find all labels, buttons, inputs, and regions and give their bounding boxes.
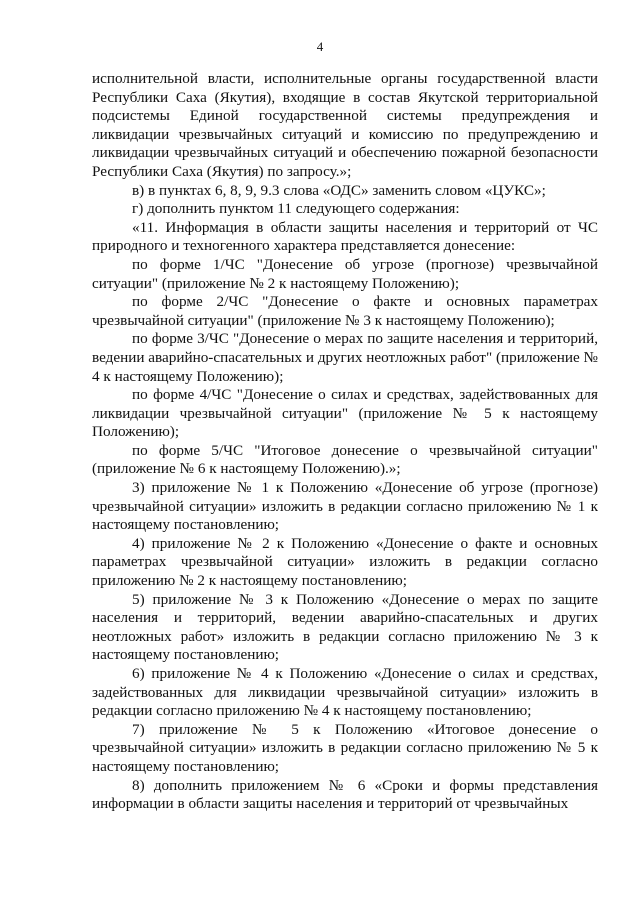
- paragraph-item-g: г) дополнить пунктом 11 следующего содержания:: [132, 200, 460, 218]
- paragraph-item-4: 4) приложение № 2 к Положению «Донесение о факте и основных параметрах чрезвычайной ситуации» изложить в редакции согласно приложению № 2 к настоящему постановлению;: [92, 534, 598, 590]
- paragraph-item-5: 5) приложение № 3 к Положению «Донесение о мерах по защите населения и территорий, ведении аварийно-спасательных и других неотложных работ» изложить в редакции согласно приложению № 3 к настоящему постановлению;: [92, 590, 598, 664]
- paragraph-form-1: по форме 1/ЧС "Донесение об угрозе (прогнозе) чрезвычайной ситуации" (приложение № 2 к настоящему Положению);: [92, 255, 598, 292]
- page-number: 4: [316, 39, 324, 54]
- paragraph-item-7: 7) приложение № 5 к Положению «Итоговое донесение о чрезвычайной ситуации» изложить в редакции согласно приложению № 5 к настоящему постановлению;: [92, 720, 598, 775]
- paragraph-item-6: 6) приложение № 4 к Положению «Донесение о силах и средствах, задействованных для ликвидации чрезвычайной ситуации» изложить в редакции согласно приложению № 4 к настоящему постановлению;: [92, 665, 598, 720]
- paragraph-form-4: по форме 4/ЧС "Донесение о силах и средствах, задействованных для ликвидации чрезвычайной ситуации" (приложение № 5 к настоящему Положению);: [92, 386, 598, 441]
- paragraph-clause-11: «11. Информация в области защиты населения и территорий от ЧС природного и техногенного характера представляется донесение:: [92, 218, 598, 255]
- paragraph-form-5: по форме 5/ЧС "Итоговое донесение о чрезвычайной ситуации" (приложение № 6 к настоящему Положению).»;: [92, 441, 598, 478]
- document-body: [92, 70, 598, 814]
- paragraph-item-8: 8) дополнить приложением № 6 «Сроки и формы представления информации в области защиты населения и территорий от чрезвычайных: [92, 776, 598, 813]
- paragraph-form-2: по форме 2/ЧС "Донесение о факте и основных параметрах чрезвычайной ситуации" (приложение № 3 к настоящему Положению);: [92, 293, 598, 329]
- paragraph-continuation: исполнительной власти, исполнительные органы государственной власти Республики Саха (Якутия), входящие в состав Якутской территориальной подсистемы Единой государственной системы предупреждения и ликвидации чрезвычайных ситуаций и комиссию по предупреждению и ликвидации чрезвычайных ситуаций и обеспечению пожарной безопасности Республики Саха (Якутия) по запросу.»;: [92, 70, 598, 180]
- paragraph-item-3: 3) приложение № 1 к Положению «Донесение об угрозе (прогнозе) чрезвычайной ситуации» изложить в редакции согласно приложению № 1 к настоящему постановлению;: [92, 479, 598, 534]
- paragraph-item-v: в) в пунктах 6, 8, 9, 9.3 слова «ОДС» заменить словом «ЦУКС»;: [132, 181, 546, 199]
- paragraph-form-3: по форме 3/ЧС "Донесение о мерах по защите населения и территорий, ведении аварийно-спасательных и других неотложных работ" (приложение № 4 к настоящему Положению);: [92, 330, 598, 385]
